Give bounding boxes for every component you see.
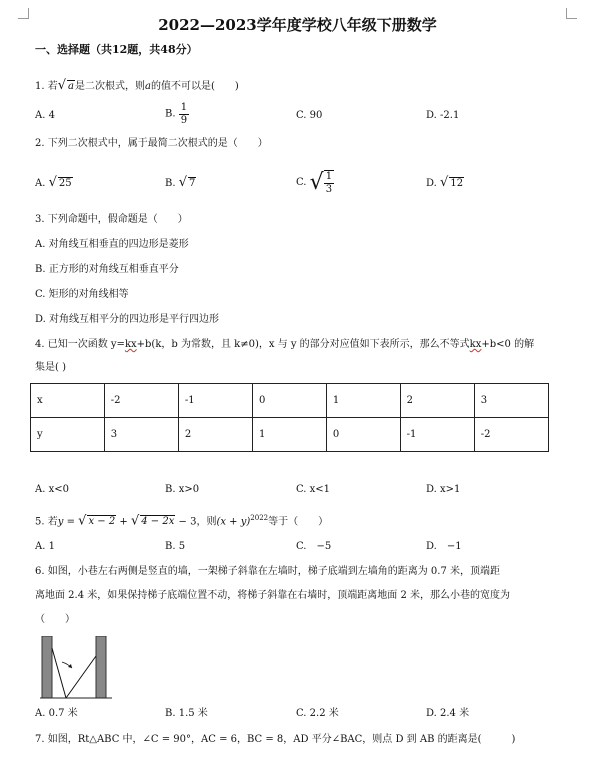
q6-option-b: B. 1.5 米 bbox=[165, 708, 208, 719]
q2-option-a: A. √ 25 bbox=[35, 175, 72, 190]
q2-fraction: $\frac{1}{3}$ bbox=[325, 171, 333, 195]
table-cell: -1 bbox=[178, 384, 252, 418]
question-6-line-3: （ ） bbox=[35, 614, 75, 625]
question-1 bbox=[35, 80, 239, 93]
table-cell: 0 bbox=[326, 418, 400, 452]
table-cell: 1 bbox=[253, 418, 327, 452]
table-cell: 2 bbox=[178, 418, 252, 452]
q5-option-a: A. 1 bbox=[35, 541, 55, 552]
left-wall bbox=[42, 636, 52, 698]
q5-option-d: D. −1 bbox=[426, 541, 462, 552]
table-cell: 2 bbox=[400, 384, 474, 418]
q4-option-c: C. x<1 bbox=[296, 484, 331, 495]
q1-prefix: 1. 若 bbox=[35, 81, 58, 92]
radical-sign-icon: √ bbox=[130, 513, 140, 529]
q3-option-b: B. 正方形的对角线互相垂直平分 bbox=[35, 264, 179, 275]
table-cell: -2 bbox=[474, 418, 548, 452]
q4-option-d: D. x>1 bbox=[426, 484, 461, 495]
radical-sign-icon: √ bbox=[48, 175, 57, 190]
q2-option-b: B. √ 7 bbox=[165, 175, 196, 190]
q1-option-d: D. -2.1 bbox=[426, 110, 460, 121]
q6-option-c: C. 2.2 米 bbox=[296, 708, 339, 719]
radical-sign-icon: √ bbox=[178, 175, 188, 190]
q1-option-a: A. 4 bbox=[35, 110, 55, 121]
question-2: 2. 下列二次根式中，属于最简二次根式的是（ ） bbox=[35, 138, 268, 149]
q1-option-b: B. $\frac{1}{9}$ bbox=[165, 102, 188, 126]
q2-option-d: D. √ 12 bbox=[426, 175, 464, 190]
q5-option-b: B. 5 bbox=[165, 541, 186, 552]
question-3: 3. 下列命题中，假命题是（ ） bbox=[35, 214, 188, 225]
question-5: 5. 若y = √ x − 2 + √ 4 − 2x − 3，则$(x + y)^{2022}$等于（ ） bbox=[35, 513, 329, 529]
table-cell: y bbox=[31, 418, 105, 452]
table-cell: -2 bbox=[104, 384, 178, 418]
question-6: 6. 如图，小巷左右两侧是竖直的墙，一架梯子斜靠在左墙时，梯子底端到左墙角的距离为 0.7 米，顶端距 bbox=[35, 566, 500, 577]
page-title: 2022—2023学年度学校八年级下册数学 bbox=[158, 16, 437, 34]
q1-radicand: a bbox=[68, 81, 74, 92]
q5-option-c: C. −5 bbox=[296, 541, 332, 552]
q6-option-d: D. 2.4 米 bbox=[426, 708, 470, 719]
table-cell: 3 bbox=[474, 384, 548, 418]
table-cell: x bbox=[31, 384, 105, 418]
right-wall bbox=[96, 636, 106, 698]
q1-option-c: C. 90 bbox=[296, 110, 323, 121]
q2-option-c: C. √ $\frac{1}{3}$ bbox=[296, 170, 333, 195]
question-7: 7. 如图，Rt△ABC 中，∠C = 90°，AC = 6，BC = 8，AD 平分∠BAC，则点 D 到 AB 的距离是( ) bbox=[35, 734, 516, 745]
q3-option-a: A. 对角线互相垂直的四边形是菱形 bbox=[35, 239, 189, 250]
ladder-alley-figure bbox=[40, 636, 120, 702]
table-row bbox=[31, 384, 549, 418]
q3-option-c: C. 矩形的对角线相等 bbox=[35, 289, 129, 300]
radical-sign-icon: √ bbox=[57, 78, 67, 93]
table-cell: 3 bbox=[104, 418, 178, 452]
q1-variable: a bbox=[145, 81, 151, 92]
q3-option-d: D. 对角线互相平分的四边形是平行四边形 bbox=[35, 314, 220, 325]
q6-option-a: A. 0.7 米 bbox=[35, 708, 78, 719]
q1-middle: 是二次根式，则 bbox=[75, 81, 145, 92]
question-4: 4. 已知一次函数 y=kx+b(k，b 为常数，且 k≠0)，x 与 y 的部分对应值如下表所示，那么不等式kx+b<0 的解 bbox=[35, 339, 535, 350]
radical-sign-icon: √ bbox=[309, 170, 324, 195]
question-6-line-2: 离地面 2.4 米，如果保持梯子底端位置不动，将梯子斜靠在右墙时，顶端距离地面 2 米，那么小巷的宽度为 bbox=[35, 590, 510, 601]
radical-sign-icon: √ bbox=[440, 175, 449, 190]
q4-option-a: A. x<0 bbox=[35, 484, 69, 495]
q1-fraction: $\frac{1}{9}$ bbox=[180, 102, 188, 126]
table-cell: 1 bbox=[326, 384, 400, 418]
table-cell: -1 bbox=[400, 418, 474, 452]
value-table bbox=[30, 383, 549, 452]
ladder-left bbox=[52, 648, 66, 698]
q4-option-b: B. x>0 bbox=[165, 484, 200, 495]
section-heading: 一、选择题（共12题，共48分） bbox=[35, 43, 198, 56]
ladder-right bbox=[66, 656, 96, 698]
question-4-line-2: 集是( ) bbox=[35, 362, 66, 373]
radical-sign-icon: √ bbox=[78, 513, 87, 529]
table-row bbox=[31, 418, 549, 452]
table-cell: 0 bbox=[253, 384, 327, 418]
arrow-head-icon bbox=[68, 664, 72, 668]
q1-suffix: 的值不可以是( ) bbox=[150, 81, 239, 92]
